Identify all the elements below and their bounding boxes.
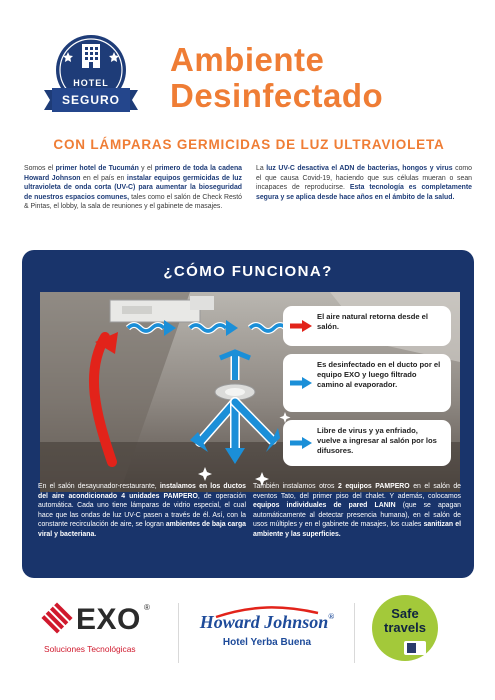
callout-clean-air-text: Libre de virus y ya enfriado, vuelve a ingresar al salón por los difusores. (317, 426, 437, 455)
footer-divider (178, 603, 179, 663)
intro-right-paragraph: La luz UV-C desactiva el ADN de bacterias, hongos y virus como el que causa Covid-19, haciendo que sus células mueran o sean incapaces de reproducirse. Esta tecnología es completamente segura y se aplica desde hace años en el ámbito de la salud. (256, 165, 472, 201)
badge-hotel-label: HOTEL (73, 78, 109, 88)
footer-logos (0, 585, 495, 695)
how-it-works-panel (22, 250, 474, 578)
hj-swoosh-icon (212, 605, 322, 619)
safe-travels-logo (372, 595, 438, 661)
exo-logo (40, 601, 160, 661)
blue-arrow-icon (290, 377, 312, 389)
callout-clean-air (283, 420, 451, 466)
exo-registered-mark: ® (144, 603, 150, 612)
panel-title: ¿CÓMO FUNCIONA? (163, 263, 333, 280)
wttc-stamp-icon (404, 641, 426, 655)
intro-left-paragraph: Somos el primer hotel de Tucumán y el primero de toda la cadena Howard Johnson en el país en instalar equipos germicidas de luz ultravioleta de onda corta (UV-C) para aumentar la bioseguridad de nuestros espacios comunes, tales como el salón de Check Restó & Pintas, el lobby, la sala de reuniones y el gabinete de masajes. (24, 165, 242, 211)
footer-divider (354, 603, 355, 663)
howard-johnson-logo (192, 599, 342, 669)
exo-mark-icon (40, 601, 74, 635)
exo-wordmark: EXO (76, 603, 141, 636)
panel-bottom-right-paragraph: También instalamos otros 2 equipos PAMPERO en el salón de eventos Tato, del primer piso del chalet. Y además, colocamos equipos individuales de pared LANIN (que se apagan automáticamente al detectar presencia humana), en el salón de usos múltiples y en el gabinete de masajes, los cuales sanitizan el ambiente y las superficies. (253, 483, 462, 538)
page-subtitle: CON LÁMPARAS GERMICIDAS DE LUZ ULTRAVIOLETA (53, 137, 445, 152)
callout-disinfected (283, 354, 451, 412)
exo-tagline: Soluciones Tecnológicas (44, 644, 136, 654)
title-line-2: Desinfectado (170, 77, 384, 114)
callout-return-air (283, 306, 451, 346)
hj-hotel-name: Hotel Yerba Buena (222, 637, 312, 648)
hotel-shield-icon (38, 30, 144, 122)
safe-travels-text: Safe travels (384, 606, 426, 635)
title-line-1: Ambiente (170, 41, 325, 78)
panel-bottom-left-paragraph: En el salón desayunador-restaurante, instalamos en los ductos del aire acondicionado 4 unidades PAMPERO, de operación automática. Cada uno tiene lámparas de vidrio especial, el cual hace que las ondas de luz UV-C pasen a través de él. Así, con la constante recirculación de aire, se logran ambientes de baja carga viral y bacteriana. (38, 483, 246, 538)
page-title (170, 42, 480, 114)
blue-arrow-icon (290, 437, 312, 449)
badge-seguro-label: SEGURO (61, 93, 120, 107)
hotel-seguro-badge (38, 30, 144, 122)
duct-photo (40, 292, 460, 492)
hj-brand-name: Howard Johnson® (199, 612, 335, 632)
callout-disinfected-text: Es desinfectado en el ducto por el equipo EXO y luego filtrado camino al evaporador. (317, 360, 441, 389)
callout-return-air-text: El aire natural retorna desde el salón. (317, 312, 428, 331)
red-arrow-icon (290, 320, 312, 332)
